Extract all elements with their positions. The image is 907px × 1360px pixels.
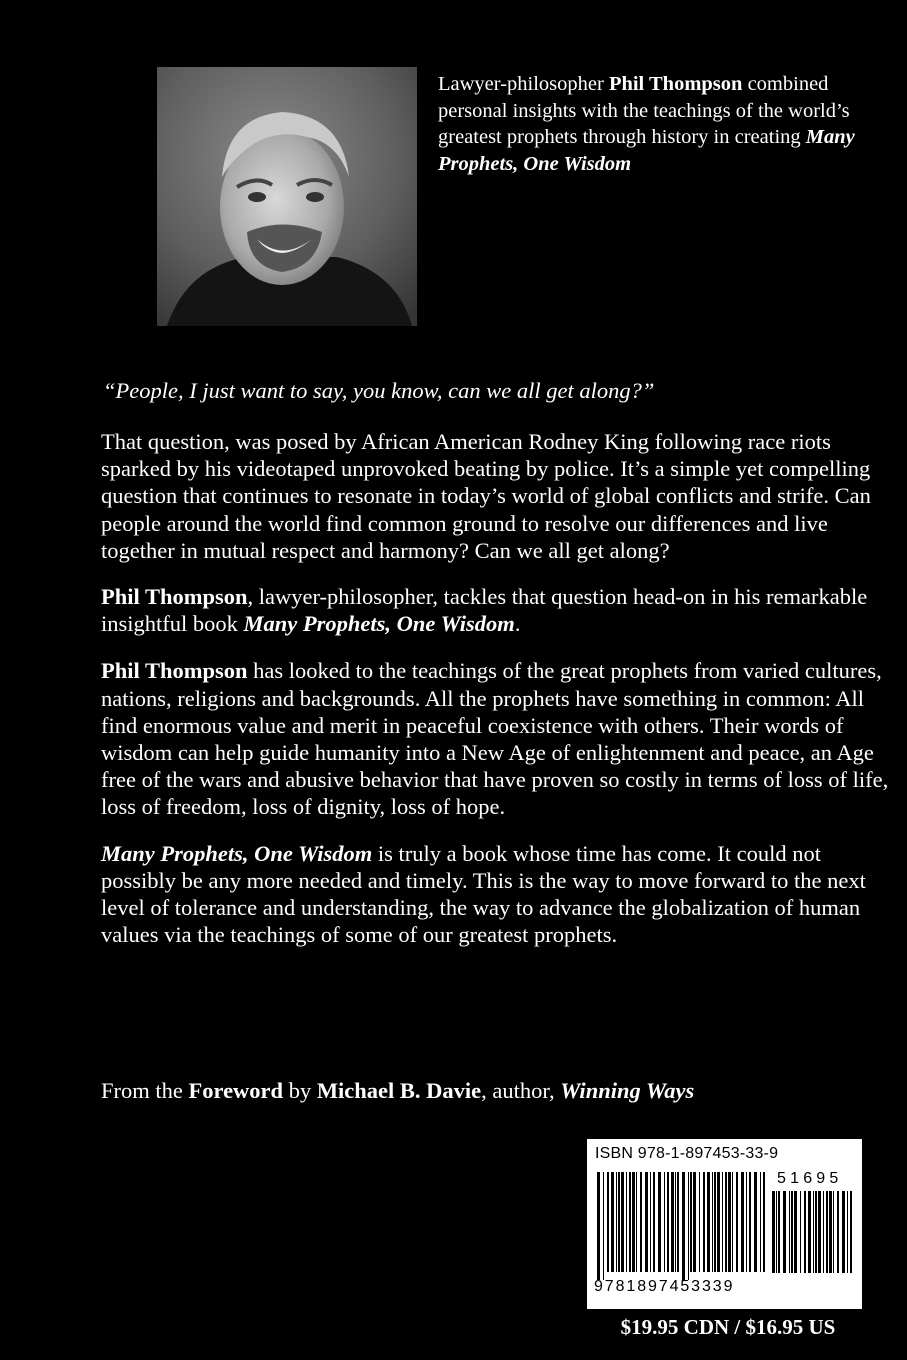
rodney-king-quote: “People, I just want to say, you know, can we all get along?” [103, 378, 655, 403]
bio-body-text: combined personal insights with the teachings of the world’s greatest prophets through history in creating [438, 73, 850, 148]
barcode-bar [607, 1172, 609, 1272]
paragraph-timely: Many Prophets, One Wisdom is truly a book whose time has come. It could not possibly be any more needed and timely. This is the way to move forward to the next level of tolerance and understanding, the way to advance the globalization of human values via the teachings of some of our greatest prophets. [101, 840, 866, 948]
barcode-bar [722, 1172, 723, 1272]
barcode-bar [650, 1172, 651, 1272]
barcode-bar [837, 1191, 839, 1273]
price-label: $19.95 CDN / $16.95 US [620, 1315, 836, 1339]
barcode-bar [629, 1172, 631, 1272]
foreword-author: Michael B. Davie [316, 1078, 482, 1103]
barcode-bar [699, 1172, 700, 1272]
barcode-bar [658, 1172, 661, 1272]
barcode-bar [675, 1172, 676, 1272]
barcode-bar [632, 1172, 635, 1272]
foreword-credit: From the Foreword by Michael B. Davie, author, Winning Ways [101, 1078, 695, 1103]
barcode-bar [640, 1172, 642, 1272]
barcode-bar [636, 1172, 637, 1272]
barcode-bar [597, 1172, 600, 1280]
foreword-label: Foreword [188, 1078, 284, 1103]
barcode-bar [712, 1172, 713, 1272]
barcode-bar [746, 1172, 747, 1272]
barcode-bar [850, 1191, 852, 1273]
foreword-book: Winning Ways [560, 1078, 695, 1103]
barcode-bar [778, 1191, 780, 1273]
barcode-bar [776, 1191, 777, 1273]
barcode-bar [833, 1191, 834, 1273]
barcode-bar [618, 1172, 620, 1272]
barcode-bar [736, 1172, 738, 1272]
barcode-bar [626, 1172, 627, 1272]
addon-digits: 51695 [777, 1170, 843, 1187]
book-title: Many Prophets, One Wisdom [438, 126, 855, 175]
barcode-bar [808, 1191, 811, 1273]
barcode-bar [772, 1191, 775, 1273]
description-body [101, 428, 891, 966]
barcode-bar [621, 1172, 624, 1272]
barcode-bar [826, 1191, 828, 1273]
barcode-bar [789, 1191, 790, 1273]
barcode-bar [749, 1172, 751, 1272]
barcode-bar [616, 1172, 617, 1272]
barcode-bar [783, 1191, 786, 1273]
isbn-label: ISBN 978-1-897453-33-9 [595, 1145, 779, 1162]
barcode-bar [741, 1172, 744, 1272]
barcode-bar [823, 1191, 824, 1273]
barcode-bar [829, 1191, 832, 1273]
author-photo [157, 67, 417, 326]
barcode-bar [664, 1172, 665, 1272]
paragraph-prophets: Phil Thompson has looked to the teachings of the great prophets from varied cultures, nations, religions and backgrounds. All the prophets have something in common: All find enormous value and merit in peaceful coexistence with others. Their words of wisdom can help guide humanity into a New Age of enlightenment and peace, an Age free of the wars and abusive behavior that have proven so costly in terms of loss of life, loss of freedom, loss of dignity, loss of hope. [101, 658, 889, 820]
paragraph-question: That question, was posed by African American Rodney King following race riots sparked by his videotaped unprovoked beating by police. It’s a simple yet compelling question that continues to resonate in today’s world of global conflicts and strife. Can people around the world find common ground to resolve our differences and live together in mutual respect and harmony? Can we all get along? [101, 429, 871, 563]
barcode-bar [794, 1191, 797, 1273]
barcode-bar [603, 1172, 604, 1280]
barcode-bar [703, 1172, 705, 1272]
barcode-bar [688, 1172, 689, 1280]
barcode-bar [818, 1191, 821, 1273]
barcode-bar [732, 1172, 733, 1272]
paragraph-tackles: Phil Thompson, lawyer-philosopher, tackles that question head-on in his remarkable insightful book Many Prophets, One Wisdom. [101, 584, 868, 637]
barcode-bar [728, 1172, 731, 1272]
barcode-bar [725, 1172, 727, 1272]
ean-barcode-bars [597, 1172, 769, 1280]
author-bio [438, 71, 878, 177]
book-title: Many Prophets, One Wisdom [243, 611, 515, 637]
barcode-bar [763, 1172, 765, 1272]
barcode-bar [682, 1172, 685, 1280]
barcode-bar [671, 1172, 674, 1272]
barcode-bar [813, 1191, 814, 1273]
barcode-bar [847, 1191, 848, 1273]
isbn-barcode [587, 1139, 862, 1309]
bio-intro-text: Lawyer-philosopher [438, 73, 609, 95]
barcode-bar [645, 1172, 648, 1272]
author-name: Phil Thompson [101, 658, 248, 684]
barcode-bar [693, 1172, 696, 1272]
barcode-bar [760, 1172, 761, 1272]
barcode-bar [677, 1172, 679, 1272]
author-name: Phil Thompson [608, 73, 743, 95]
barcode-bar [717, 1172, 720, 1272]
book-title: Many Prophets, One Wisdom [101, 840, 373, 866]
barcode-bar [842, 1191, 845, 1273]
barcode-bar [791, 1191, 793, 1273]
barcode-bar [815, 1191, 817, 1273]
barcode-bar [611, 1172, 614, 1272]
barcode-bar [800, 1191, 801, 1273]
barcode-bar [707, 1172, 710, 1272]
barcode-bar [690, 1172, 692, 1272]
barcode-bar [667, 1172, 669, 1272]
barcode-bar [804, 1191, 806, 1273]
barcode-bar [754, 1172, 757, 1272]
ean-digits: 9781897453339 [594, 1278, 735, 1295]
barcode-bar [714, 1172, 716, 1272]
barcode-bar [653, 1172, 655, 1272]
addon-barcode-bars [772, 1191, 854, 1303]
author-name: Phil Thompson [101, 584, 248, 610]
